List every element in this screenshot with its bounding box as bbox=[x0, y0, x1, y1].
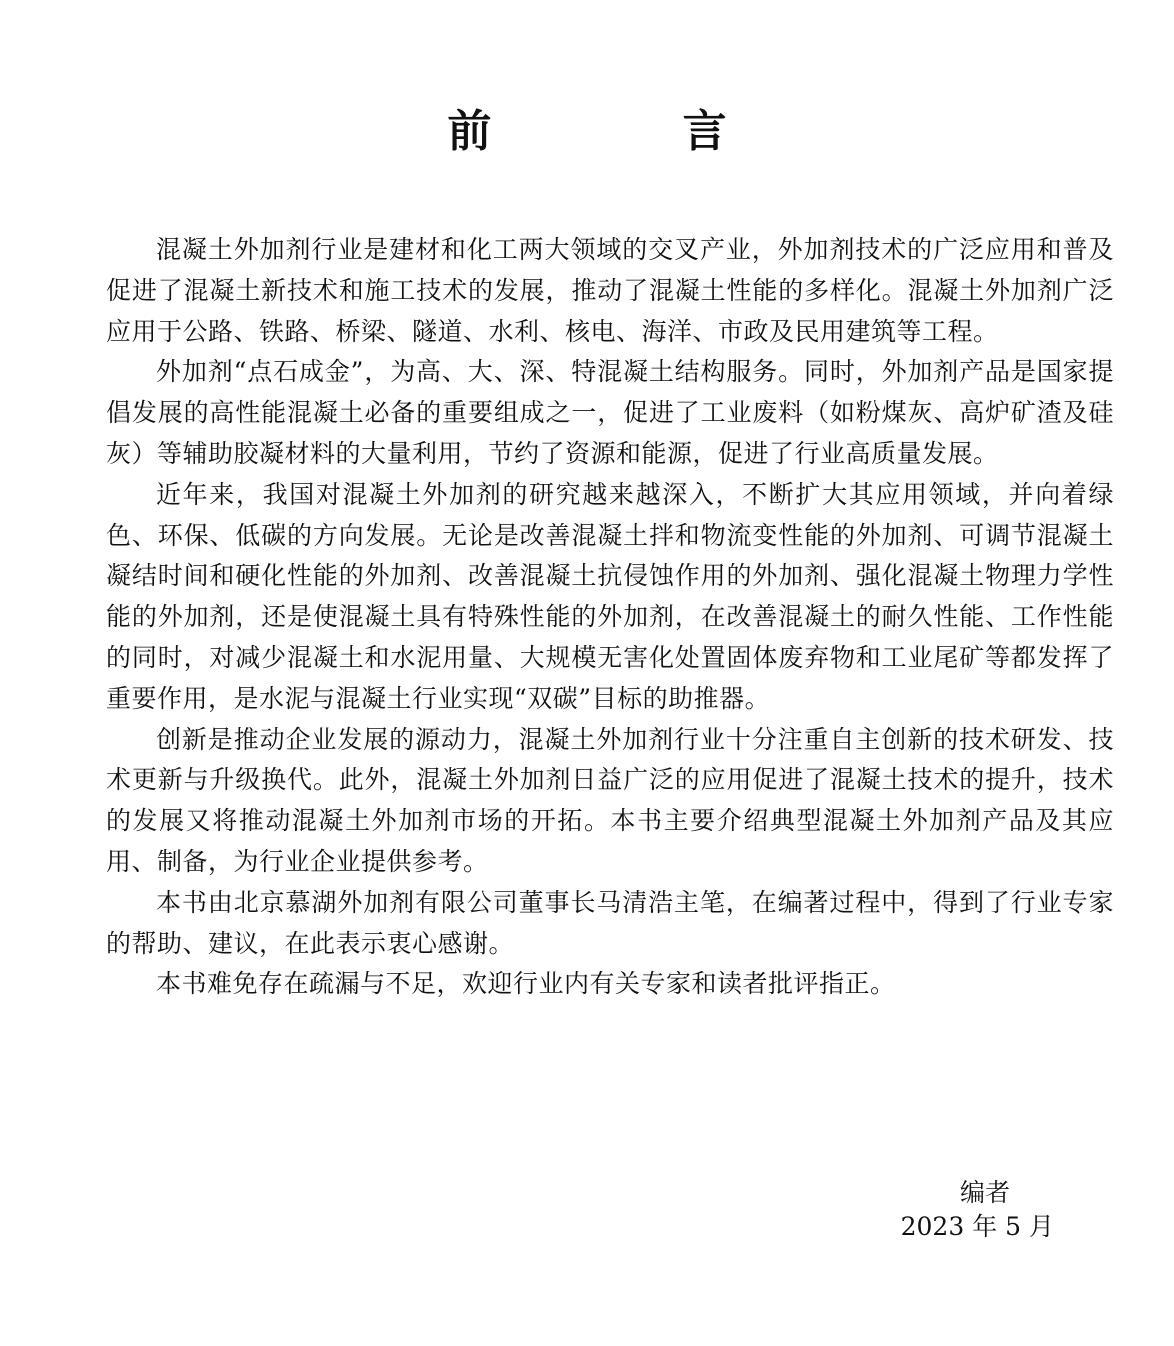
paragraph-3: 近年来，我国对混凝土外加剂的研究越来越深入，不断扩大其应用领域，并向着绿色、环保、低碳的方向发展。无论是改善混凝土拌和物流变性能的外加剂、可调节混凝土凝结时间和硬化性能的外加剂、改善混凝土抗侵蚀作用的外加剂、强化混凝土物理力学性能的外加剂，还是使混凝土具有特殊性能的外加剂，在改善混凝土的耐久性能、工作性能的同时，对减少混凝土和水泥用量、大规模无害化处置固体废弃物和工业尾矿等都发挥了重要作用，是水泥与混凝土行业实现“双碳”目标的助推器。 bbox=[106, 479, 1114, 713]
paragraph-2: 外加剂“点石成金”，为高、大、深、特混凝土结构服务。同时，外加剂产品是国家提倡发展的高性能混凝土必备的重要组成之一，促进了工业废料（如粉煤灰、高炉矿渣及硅灰）等辅助胶凝材料的大量利用，节约了资源和能源，促进了行业高质量发展。 bbox=[106, 357, 1114, 468]
signature-author: 编者 bbox=[959, 1178, 1010, 1207]
preface-body bbox=[106, 230, 1114, 1005]
signature-block bbox=[901, 1176, 1054, 1244]
paragraph-6: 本书难免存在疏漏与不足，欢迎行业内有关专家和读者批评指正。 bbox=[156, 969, 896, 999]
signature-date: 2023 年 5 月 bbox=[900, 1212, 1054, 1241]
page-title: 前 言 bbox=[447, 106, 815, 157]
paragraph-1: 混凝土外加剂行业是建材和化工两大领域的交叉产业，外加剂技术的广泛应用和普及促进了混凝土新技术和施工技术的发展，推动了混凝土性能的多样化。混凝土外加剂广泛应用于公路、铁路、桥梁、隧道、水利、核电、海洋、市政及民用建筑等工程。 bbox=[106, 235, 1114, 346]
paragraph-4: 创新是推动企业发展的源动力，混凝土外加剂行业十分注重自主创新的技术研发、技术更新与升级换代。此外，混凝土外加剂日益广泛的应用促进了混凝土技术的提升，技术的发展又将推动混凝土外加剂市场的开拓。本书主要介绍典型混凝土外加剂产品及其应用、制备，为行业企业提供参考。 bbox=[106, 724, 1114, 876]
paragraph-5: 本书由北京慕湖外加剂有限公司董事长马清浩主笔，在编著过程中，得到了行业专家的帮助、建议，在此表示衷心感谢。 bbox=[106, 887, 1114, 958]
